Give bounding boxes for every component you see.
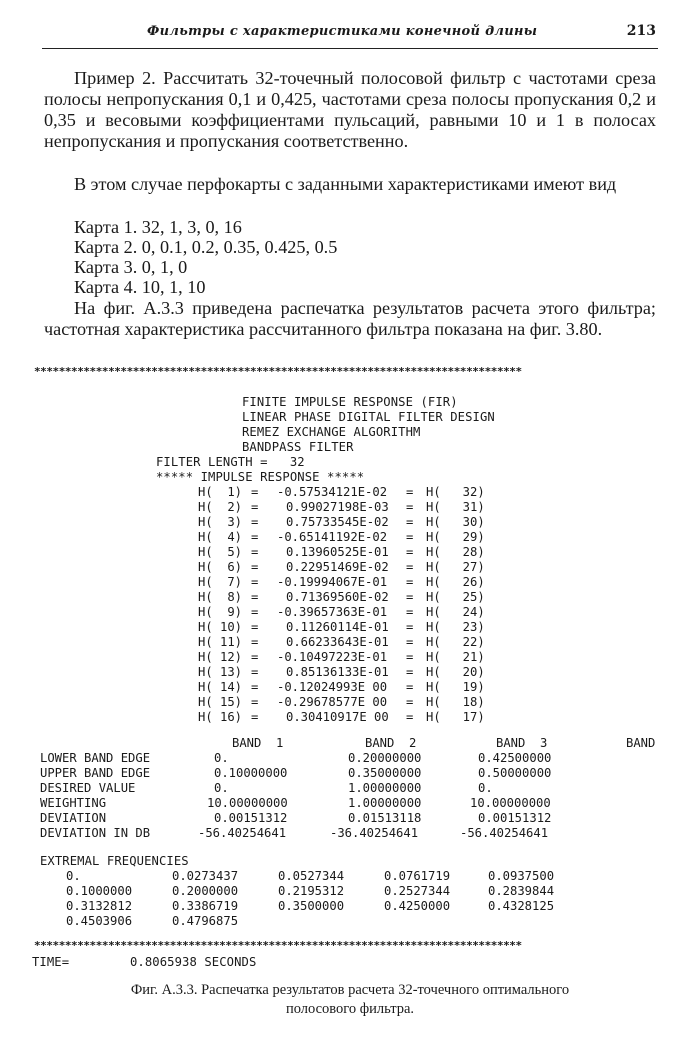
band-parameter-row: DEVIATION IN DB -56.40254641 -36.40254641 -56.40254641 [40, 826, 549, 840]
reference-paragraph: На фиг. А.3.3 приведена распечатка результатов расчета этого фильтра; частотная характеристика рассчитанного фильтра показана на фиг. 3.80. [44, 298, 656, 339]
running-head [42, 22, 658, 49]
time-value: 0.8065938 SECONDS [130, 955, 257, 969]
extremal-frequencies-row: 0.1000000 0.2000000 0.2195312 0.2527344 0.2839844 [66, 884, 555, 898]
band-header: BAND 1 [232, 736, 284, 750]
band-parameter-row: WEIGHTING 10.00000000 1.00000000 10.00000000 [40, 796, 551, 810]
extremal-frequencies-row: 0.3132812 0.3386719 0.3500000 0.4250000 0.4328125 [66, 899, 555, 913]
printout-title-line: BANDPASS FILTER [242, 440, 354, 454]
card-line: Карта 4. 10, 1, 10 [74, 277, 206, 297]
figure-caption-line: Фиг. А.3.3. Распечатка результатов расчета 32-точечного оптимального [130, 982, 570, 998]
band-header: BAND 2 [365, 736, 417, 750]
running-head-title: Фильтры с характеристиками конечной длины [147, 24, 538, 39]
band-header: BAND [626, 736, 656, 750]
extremal-frequencies-row: 0. 0.0273437 0.0527344 0.0761719 0.0937500 [66, 869, 555, 883]
time-label: TIME= [32, 955, 70, 969]
cards-intro-paragraph: В этом случае перфокарты с заданными характеристиками имеют вид [74, 174, 617, 194]
page-number: 213 [626, 23, 656, 39]
band-parameter-row: DEVIATION 0.00151312 0.01513118 0.00151312 [40, 811, 552, 825]
band-parameter-row: LOWER BAND EDGE 0. 0.20000000 0.42500000 [40, 751, 552, 765]
figure-caption-line: полосового фильтра. [285, 1001, 415, 1017]
band-parameter-row: UPPER BAND EDGE 0.10000000 0.35000000 0.50000000 [40, 766, 552, 780]
card-line: Карта 2. 0, 0.1, 0.2, 0.35, 0.425, 0.5 [74, 237, 338, 257]
printout-separator-bottom: ******************************************************************************* [34, 939, 522, 952]
extremal-frequencies-header: EXTREMAL FREQUENCIES [40, 854, 189, 868]
printout-separator-top: ******************************************************************************* [34, 365, 522, 378]
impulse-response-header: ***** IMPULSE RESPONSE ***** [156, 470, 365, 484]
printout-title-line: REMEZ EXCHANGE ALGORITHM [242, 425, 421, 439]
example-paragraph: Пример 2. Рассчитать 32-точечный полосовой фильтр с частотами среза полосы непропускания 0,1 и 0,425, частотами среза полосы пропускания 0,2 и 0,35 и весовыми коэффициентами пульсаций, равными 10 и 1 в полосах непропускания и пропускания соответственно. [44, 68, 656, 151]
band-parameter-row: DESIRED VALUE 0. 1.00000000 0. [40, 781, 493, 795]
band-header: BAND 3 [496, 736, 548, 750]
printout-title-line: FINITE IMPULSE RESPONSE (FIR) [242, 395, 458, 409]
card-line: Карта 1. 32, 1, 3, 0, 16 [74, 217, 242, 237]
book-page: Фильтры с характеристиками конечной длины 213 Пример 2. Рассчитать 32-точечный полосовой фильтр с частотами среза полосы непропускания 0,1 и 0,425, частотами среза полосы пропускания 0,2 и 0,35 и весовыми коэффициентами пульсаций, равными 10 и 1 в полосах непропускания и пропускания соответственно. В этом случае перфокарты с заданными характеристиками имеют вид Карта 1. 32, 1, 3, 0, 16 Карта 2. 0, 0.1, 0.2, 0.35, 0.425, 0.5 Карта 3. 0, 1, 0 Карта 4. 10, 1, 10 На фиг. А.3.3 приведена распечатка результатов расчета этого фильтра; частотная характеристика рассчитанного фильтра показана на фиг. 3.80. ******************************************************************************* FINITE IMPULSE RESPONSE (FIR) LINEAR PHASE DIGITAL FILTER DESIGN REMEZ EXCHANGE ALGORITHM BANDPASS FILTER FILTER LENGTH = 32 ***** IMPULSE RESPONSE ***** H( 1) = -0.57534121E-02 = H( 32) H( 2) = 0.99027198E-03 = H( 31) H( 3) = 0.75733545E-02 = H( 30) H( 4) = -0.65141192E-02 = H( 29) H( 5) = 0.13960525E-01 = H( 28) H( 6) = 0.22951469E-02 = H( 27) H( 7) = -0.19994067E-01 = H( 26) H( 8) = 0.71369560E-02 = H( 25) H( 9) = -0.39657363E-01 = H( 24) H( 10) = 0.11260114E-01 = H( 23) H( 11) = 0.66233643E-01 = H( 22) H( 12) = -0.10497223E-01 = H( 21) H( 13) = 0.85136133E-01 = H( 20) H( 14) = -0.12024993E 00 = H( 19) H( 15) = -0.29678577E 00 = H( 18) H( 16) = 0.30410917E 00 = H( 17) BAND 1 BAND 2 BAND 3 BAND LOWER BAND EDGE 0. 0.20000000 0.42500000 UPPER BAND EDGE 0.10000000 0.35000000 0.50000000 DESIRED VALUE 0. 1.00000000 0. WEIGHTING 10.00000000 1.00000000 10.00000000 DEVIATION 0.00151312 0.01513118 0.00151312 DEVIATION IN DB -56.40254641 -36.40254641 -56.40254641 EXTREMAL FREQUENCIES 0. 0.0273437 0.0527344 0.0761719 0.0937500 0.1000000 0.2000000 0.2195312 0.2527344 0.2839844 0.3132812 0.3386719 0.3500000 0.4250000 0.4328125 0.4503906 0.4796875 ******************************************************************************* TIME= 0.8065938 SECONDS Фиг. А.3.3. Распечатка результатов расчета 32-точечного оптимального полосового фильтра. [0, 0, 700, 1040]
extremal-frequencies-row: 0.4503906 0.4796875 [66, 914, 239, 928]
filter-length: FILTER LENGTH = 32 [156, 455, 305, 469]
card-line: Карта 3. 0, 1, 0 [74, 257, 188, 277]
printout-title-line: LINEAR PHASE DIGITAL FILTER DESIGN [242, 410, 495, 424]
